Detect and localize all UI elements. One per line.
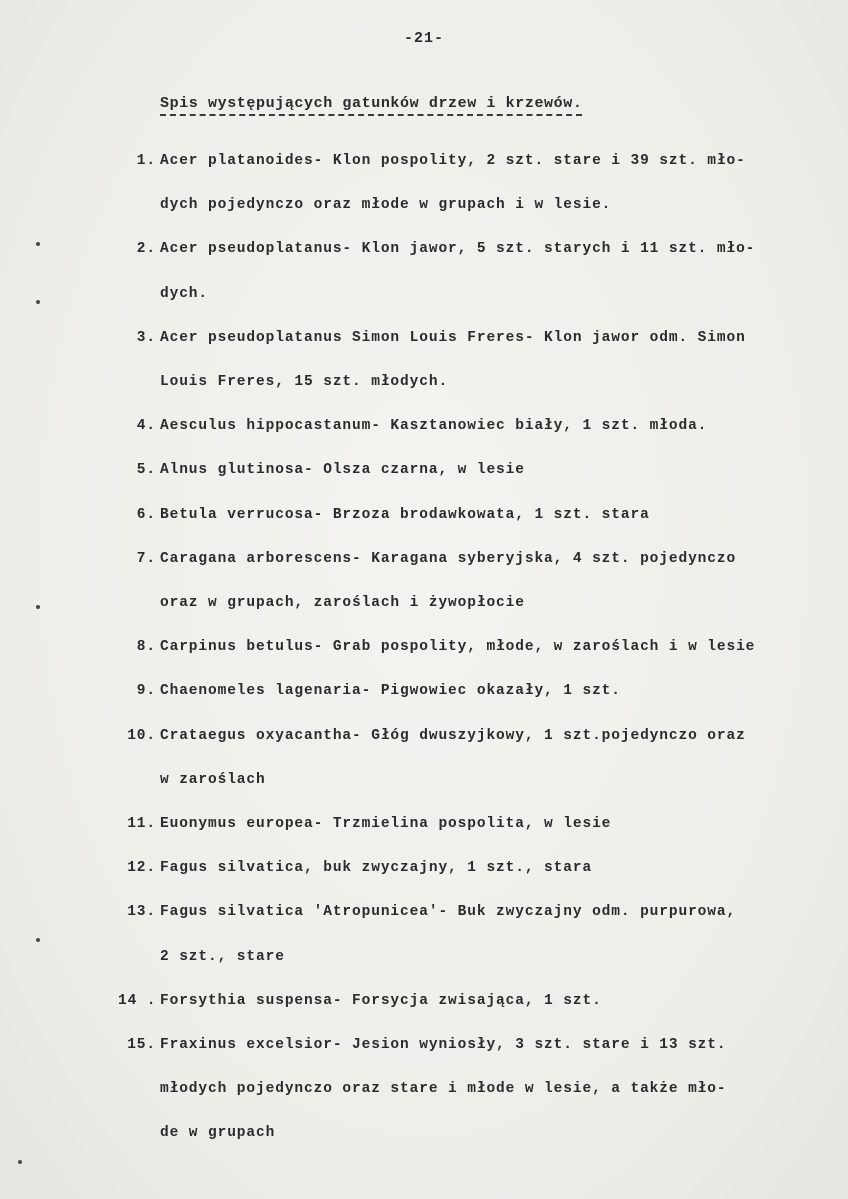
item-text: Crataegus oxyacantha- Głóg dwuszyjkowy, 1 szt.pojedynczo oraz bbox=[160, 727, 746, 744]
item-number: 7. bbox=[136, 550, 156, 567]
margin-mark bbox=[36, 242, 40, 246]
item-number: 2. bbox=[136, 241, 156, 258]
item-text: Fagus silvatica, buk zwyczajny, 1 szt., stara bbox=[160, 860, 593, 877]
item-text: młodych pojedynczo oraz stare i młode w lesie, a także mło- bbox=[160, 1081, 727, 1098]
item-text: Louis Freres, 15 szt. młodych. bbox=[160, 374, 449, 390]
item-text: Caragana arborescens- Karagana syberyjska, 4 szt. pojedynczo bbox=[160, 550, 737, 567]
item-number: 5. bbox=[136, 462, 156, 479]
item-number: 8. bbox=[136, 639, 156, 656]
item-number: 11. bbox=[127, 816, 156, 832]
item-text: Fraxinus excelsior- Jesion wyniosły, 3 szt. stare i 13 szt. bbox=[160, 1037, 727, 1053]
item-number: 3. bbox=[136, 329, 156, 346]
item-text: 2 szt., stare bbox=[160, 948, 285, 965]
item-text: dych. bbox=[160, 285, 209, 302]
item-number: 10. bbox=[127, 727, 156, 744]
item-number: 15. bbox=[127, 1037, 156, 1053]
margin-mark bbox=[36, 300, 40, 304]
item-text: Euonymus europea- Trzmielina pospolita, w lesie bbox=[160, 816, 612, 832]
margin-mark bbox=[36, 938, 40, 942]
item-number: 13. bbox=[127, 904, 156, 921]
item-number: 14 . bbox=[118, 992, 157, 1009]
item-number: 6. bbox=[136, 506, 156, 523]
item-number: 9. bbox=[136, 683, 156, 700]
item-number: 1. bbox=[136, 153, 156, 169]
item-text: Alnus glutinosa- Olsza czarna, w lesie bbox=[160, 462, 525, 479]
item-text: Acer pseudoplatanus Simon Louis Freres- Klon jawor odm. Simon bbox=[160, 329, 746, 346]
margin-mark bbox=[36, 605, 40, 609]
item-text: w zaroślach bbox=[160, 771, 266, 788]
item-number: 12. bbox=[127, 860, 156, 877]
item-text: de w grupach bbox=[160, 1125, 276, 1142]
item-number: 4. bbox=[136, 418, 156, 435]
item-text: Acer platanoides- Klon pospolity, 2 szt. stare i 39 szt. mło- bbox=[160, 153, 746, 169]
item-text: Chaenomeles lagenaria- Pigwowiec okazały, 1 szt. bbox=[160, 683, 621, 700]
item-text: Carpinus betulus- Grab pospolity, młode, w zaroślach i w lesie bbox=[160, 639, 756, 656]
item-text: dych pojedynczo oraz młode w grupach i w lesie. bbox=[160, 197, 612, 214]
item-text: Acer pseudoplatanus- Klon jawor, 5 szt. starych i 11 szt. mło- bbox=[160, 241, 756, 258]
margin-mark bbox=[18, 1160, 22, 1164]
list-heading: Spis występujących gatunków drzew i krzewów. bbox=[160, 95, 582, 116]
item-text: oraz w grupach, zaroślach i żywopłocie bbox=[160, 595, 525, 611]
item-text: Forsythia suspensa- Forsycja zwisająca, 1 szt. bbox=[160, 992, 602, 1009]
item-text: Fagus silvatica 'Atropunicea'- Buk zwyczajny odm. purpurowa, bbox=[160, 904, 737, 921]
item-text: Aesculus hippocastanum- Kasztanowiec biały, 1 szt. młoda. bbox=[160, 418, 708, 435]
page-number: -21- bbox=[403, 30, 444, 47]
item-text: Betula verrucosa- Brzoza brodawkowata, 1 szt. stara bbox=[160, 506, 650, 523]
